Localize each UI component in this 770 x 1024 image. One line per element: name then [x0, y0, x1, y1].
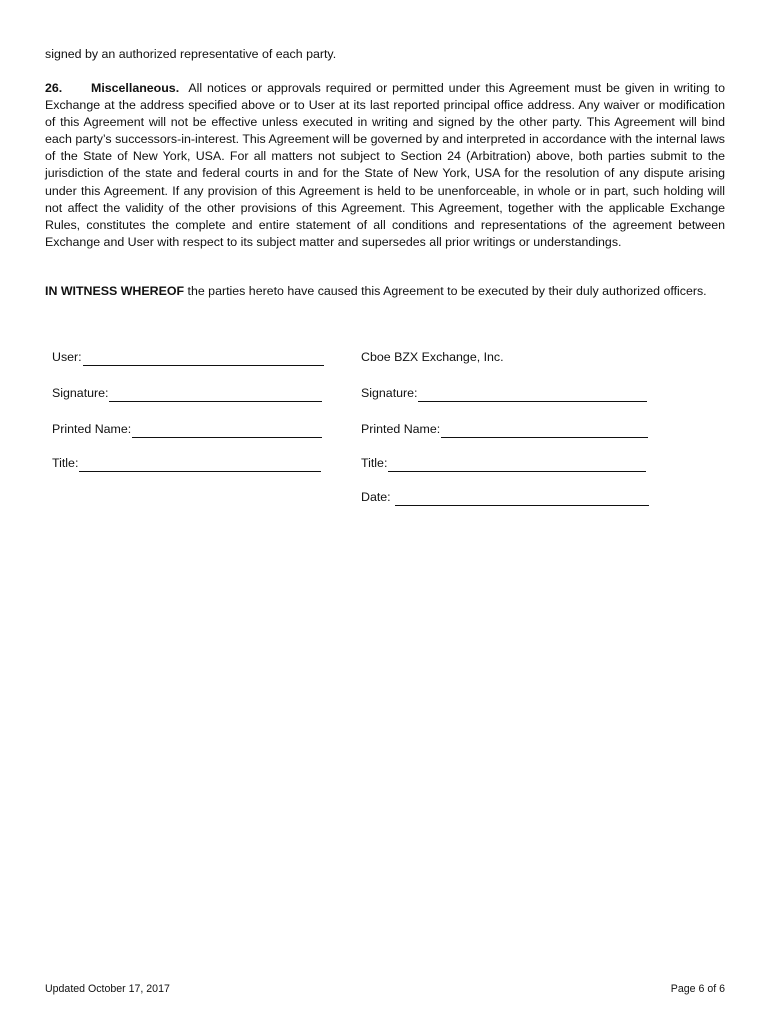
section-26-paragraph: [45, 80, 725, 251]
witness-paragraph: [45, 283, 735, 300]
user-input[interactable]: [83, 354, 324, 367]
witness-text: the parties hereto have caused this Agreement to be executed by their duly authorized officers.: [184, 284, 707, 298]
left-title-label: Title:: [52, 456, 79, 470]
right-signature-input[interactable]: [418, 390, 647, 403]
left-printed-name-input[interactable]: [132, 426, 322, 439]
right-signature-field[interactable]: [418, 388, 647, 402]
left-signature-field[interactable]: [109, 388, 322, 402]
right-title-input[interactable]: [388, 460, 646, 473]
left-title-field[interactable]: [79, 458, 321, 472]
left-signature-row: [52, 385, 322, 402]
section-number: 26.: [45, 81, 63, 95]
footer-updated-date: Updated October 17, 2017: [45, 983, 170, 995]
left-printed-name-row: [52, 421, 322, 438]
date-label: Date:: [361, 490, 391, 504]
footer-page-number: Page 6 of 6: [670, 983, 725, 995]
section-title: Miscellaneous.: [91, 81, 180, 95]
right-signature-label: Signature:: [361, 386, 418, 400]
right-printed-name-input[interactable]: [441, 426, 648, 439]
right-title-row: [361, 455, 646, 472]
right-title-label: Title:: [361, 456, 388, 470]
date-row: [361, 489, 649, 506]
left-signature-input[interactable]: [109, 390, 322, 403]
left-printed-name-label: Printed Name:: [52, 422, 132, 436]
right-printed-name-label: Printed Name:: [361, 422, 441, 436]
right-signature-row: [361, 385, 647, 402]
user-field[interactable]: [83, 352, 324, 366]
left-title-row: [52, 455, 321, 472]
left-title-input[interactable]: [79, 460, 321, 473]
right-printed-name-field[interactable]: [441, 424, 648, 438]
right-printed-name-row: [361, 421, 648, 438]
date-field[interactable]: [395, 492, 649, 506]
section-body: All notices or approvals required or permitted under this Agreement must be given in writing to Exchange at the address specified above or to User at its last reported principal office address. Any waiver or modification of this Agreement will not be effective unless executed in writing and signed by the other party. This Agreement will bind each party’s successors-in-interest. This Agreement will be governed by and interpreted in accordance with the internal laws of the State of New York, USA. For all matters not subject to Section 24 (Arbitration) above, both parties submit to the jurisdiction of the state and federal courts in and for the State of New York, USA for the resolution of any dispute arising under this Agreement. If any provision of this Agreement is held to be unenforceable, in whole or in part, such holding will not affect the validity of the other provisions of this Agreement. This Agreement, together with the applicable Exchange Rules, constitutes the complete and entire statement of all conditions and representations of the agreement between Exchange and User with respect to its subject matter and supersedes all prior writings or understandings.: [45, 81, 725, 249]
company-name: Cboe BZX Exchange, Inc.: [361, 350, 504, 364]
witness-heading: IN WITNESS WHEREOF: [45, 284, 185, 298]
company-row: [361, 349, 504, 366]
intro-line: signed by an authorized representative of each party.: [45, 47, 337, 61]
left-printed-name-field[interactable]: [132, 424, 322, 438]
user-label: User:: [52, 350, 82, 364]
left-signature-label: Signature:: [52, 386, 109, 400]
date-input[interactable]: [395, 494, 649, 507]
user-row: [52, 349, 324, 366]
right-title-field[interactable]: [388, 458, 646, 472]
